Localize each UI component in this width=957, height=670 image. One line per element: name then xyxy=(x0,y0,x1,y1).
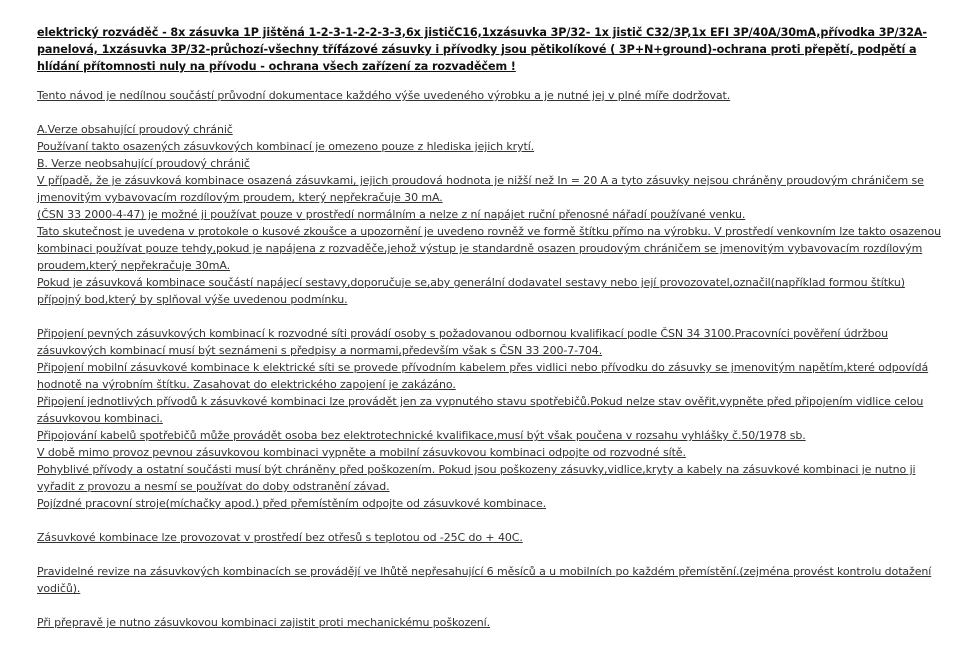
connection-paragraph: V době mimo provoz pevnou zásuvkovou kombinaci vypněte a mobilní zásuvkovou kombinaci odpojte od rozvodné sítě. xyxy=(37,446,686,459)
transport-paragraph: Při přepravě je nutno zásuvkovou kombinaci zajistit proti mechanickému poškození. xyxy=(37,616,491,629)
version-b-text: Tato skutečnost je uvedena v protokole o kusové zkoušce a upozornění je uvedeno rovněž ve formě štítku přímo na výrobku. V prostředí venkovním lze takto osazenou kombinaci používat pouze tehdy,pokud je napájena z rozvaděče,jehož výstup je standardně osazen proudovým chráničem se jmenovitým vybavovacím rozdílovým proudem,který nepřekračuje 30mA. xyxy=(37,225,941,272)
document-title: elektrický rozváděč - 8x zásuvka 1P jištěná 1-2-3-1-2-2-3-3,6x jističC16,1xzásuvka 3P/32- 1x jistič C32/3P,1x EFI 3P/40A/30mA,přívodka 3P/32A-panelová, 1xzásuvka 3P/32-průchozí-všechny třífázové zásuvky i přívodky jsou pětikolíkové ( 3P+N+ground)-ochrana proti přepětí, podpětí a hlídání přítomnosti nuly na přívodu - ochrana všech zařízení za rozvaděčem ! xyxy=(37,26,927,73)
connection-paragraph: Připojení mobilní zásuvkové kombinace k elektrické síti se provede přívodním kabelem přes vidlici nebo přívodku do zásuvky se jmenovitým napětím,které odpovídá hodnotě na výrobním štítku. Zasahovat do elektrického zapojení je zakázáno. xyxy=(37,361,929,391)
version-b-text: V případě, že je zásuvková kombinace osazená zásuvkami, jejich proudová hodnota je nižší než In = 20 A a tyto zásuvky nejsou chráněny proudovým chráničem se jmenovitým vybavovacím rozdílovým proudem, který nepřekračuje 30 mA. xyxy=(37,174,924,204)
version-b-text: (ČSN 33 2000-4-47) je možné ji používat pouze v prostředí normálním a nelze z ní napájet ruční přenosné nářadí používané venku. xyxy=(37,208,746,221)
connection-paragraph: Připojování kabelů spotřebičů může provádět osoba bez elektrotechnické kvalifikace,musí být však poučena v rozsahu vyhlášky č.50/1978 sb. xyxy=(37,429,806,442)
intro-paragraph: Tento návod je nedílnou součástí průvodní dokumentace každého výše uvedeného výrobku a je nutné jej v plné míře dodržovat. xyxy=(37,89,731,102)
version-b-heading: B. Verze neobsahující proudový chránič xyxy=(37,157,250,170)
spacer xyxy=(37,512,947,529)
connection-paragraph: Pohyblivé přívody a ostatní součásti musí být chráněny před poškozením. Pokud jsou poškozeny zásuvky,vidlice,kryty a kabely na zásuvkové kombinaci je nutno ji vyřadit z provozu a nesmí se používat do doby odstranění závad. xyxy=(37,463,916,493)
connection-paragraph: Pojízdné pracovní stroje(míchačky apod.) před přemístěním odpojte od zásuvkové kombinace. xyxy=(37,497,547,510)
connection-paragraph: Připojení pevných zásuvkových kombinací k rozvodné síti provádí osoby s požadovanou odbornou kvalifikací podle ČSN 34 3100.Pracovníci pověření údržbou zásuvkových kombinací musí být seznámeni s předpisy a normami,především však s ČSN 33 200-7-704. xyxy=(37,327,888,357)
spacer xyxy=(37,597,947,614)
spacer xyxy=(37,546,947,563)
version-a-heading: A.Verze obsahující proudový chránič xyxy=(37,123,233,136)
version-b-text: Pokud je zásuvková kombinace součástí napájecí sestavy,doporučuje se,aby generální dodavatel sestavy nebo její provozovatel,označil(například formou štítku) přípojný bod,který by splňoval výše uvedenou podmínku. xyxy=(37,276,905,306)
connection-paragraph: Připojení jednotlivých přívodů k zásuvkové kombinaci lze provádět jen za vypnutého stavu spotřebičů.Pokud nelze stav ověřit,vypněte před připojením vidlice celou zásuvkovou kombinaci. xyxy=(37,395,924,425)
spacer xyxy=(37,104,947,121)
spacer xyxy=(37,308,947,325)
revision-paragraph: Pravidelné revize na zásuvkových kombinacích se provádějí ve lhůtě nepřesahující 6 měsíců a u mobilních po každém přemístění.(zejména provést kontrolu dotažení vodičů). xyxy=(37,565,932,595)
document-body xyxy=(37,24,947,631)
operating-conditions: Zásuvkové kombinace lze provozovat v prostředí bez otřesů s teplotou od -25C do + 40C. xyxy=(37,531,523,544)
version-a-text: Používaní takto osazených zásuvkových kombinací je omezeno pouze z hlediska jejich krytí. xyxy=(37,140,535,153)
